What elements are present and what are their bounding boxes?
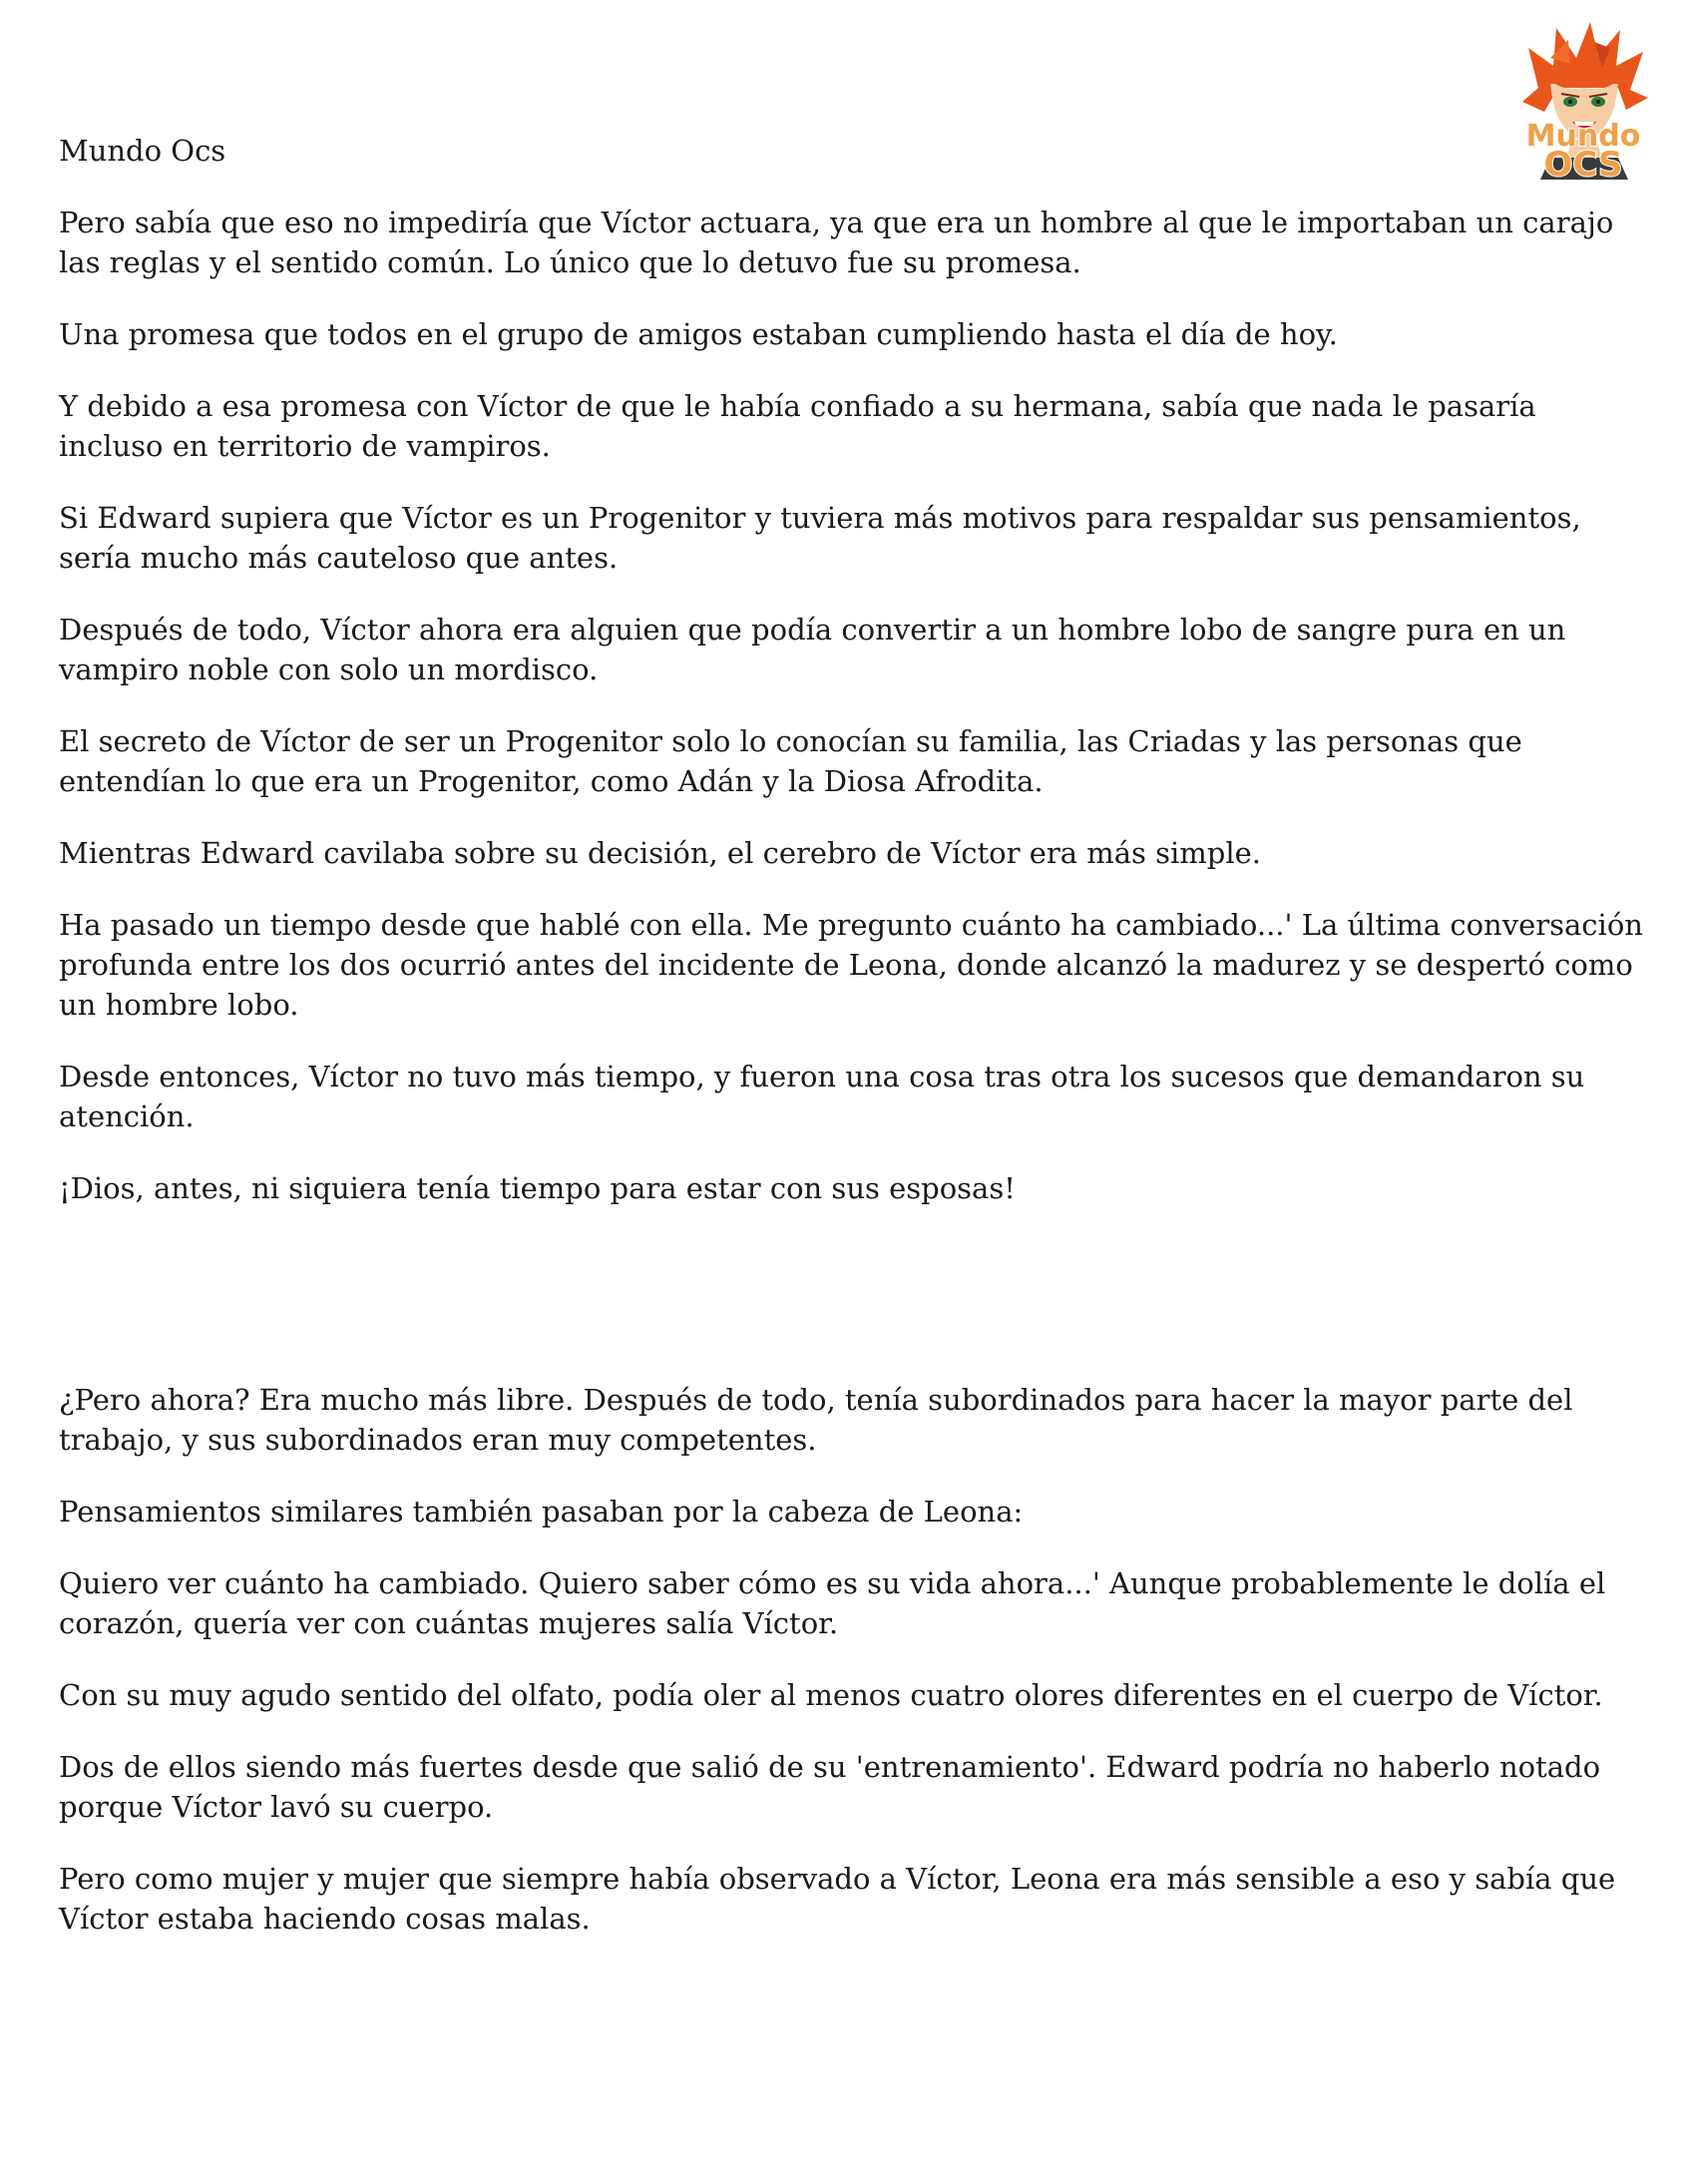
paragraph: Después de todo, Víctor ahora era alguien que podía convertir a un hombre lobo de sangre pura en un vampiro noble con solo un mordisco.	[59, 613, 1566, 686]
body-text-top	[59, 203, 1645, 1240]
body-text-bottom	[59, 1380, 1645, 1970]
paragraph: Con su muy agudo sentido del olfato, podía oler al menos cuatro olores diferentes en el cuerpo de Víctor.	[59, 1678, 1603, 1712]
paragraph: Desde entonces, Víctor no tuvo más tiempo, y fueron una cosa tras otra los sucesos que demandaron su atención.	[59, 1060, 1585, 1133]
document-header-title: Mundo Ocs	[59, 134, 226, 168]
mundo-ocs-logo	[1498, 18, 1668, 180]
paragraph: Y debido a esa promesa con Víctor de que le había confiado a su hermana, sabía que nada le pasaría incluso en territorio de vampiros.	[59, 389, 1536, 463]
paragraph: Dos de ellos siendo más fuertes desde que salió de su 'entrenamiento'. Edward podría no haberlo notado porque Víctor lavó su cuerpo.	[59, 1750, 1601, 1824]
paragraph: Pero sabía que eso no impediría que Víctor actuara, ya que era un hombre al que le importaban un carajo las reglas y el sentido común. Lo único que lo detuvo fue su promesa.	[59, 206, 1614, 279]
paragraph: El secreto de Víctor de ser un Progenitor solo lo conocían su familia, las Criadas y las personas que entendían lo que era un Progenitor, como Adán y la Diosa Afrodita.	[59, 724, 1522, 798]
paragraph: ¿Pero ahora? Era mucho más libre. Después de todo, tenía subordinados para hacer la mayor parte del trabajo, y sus subordinados eran muy competentes.	[59, 1383, 1573, 1457]
logo-text-line2: OCS	[1543, 145, 1623, 180]
paragraph: Una promesa que todos en el grupo de amigos estaban cumpliendo hasta el día de hoy.	[59, 317, 1338, 351]
paragraph: Mientras Edward cavilaba sobre su decisión, el cerebro de Víctor era más simple.	[59, 836, 1262, 870]
paragraph: Quiero ver cuánto ha cambiado. Quiero saber cómo es su vida ahora...' Aunque probablemente le dolía el corazón, quería ver con cuántas mujeres salía Víctor.	[59, 1566, 1606, 1640]
paragraph: Pensamientos similares también pasaban por la cabeza de Leona:	[59, 1495, 1024, 1529]
paragraph: Si Edward supiera que Víctor es un Progenitor y tuviera más motivos para respaldar sus pensamientos, sería mucho más cauteloso que antes.	[59, 501, 1581, 575]
logo-text-line1: Mundo	[1525, 119, 1641, 154]
paragraph: Pero como mujer y mujer que siempre había observado a Víctor, Leona era más sensible a eso y sabía que Víctor estaba haciendo cosas malas.	[59, 1862, 1616, 1936]
paragraph: ¡Dios, antes, ni siquiera tenía tiempo para estar con sus esposas!	[59, 1171, 1016, 1205]
paragraph: Ha pasado un tiempo desde que hablé con ella. Me pregunto cuánto ha cambiado...' La última conversación profunda entre los dos ocurrió antes del incidente de Leona, donde alcanzó la madurez y se despertó como un hombre lobo.	[59, 908, 1643, 1022]
